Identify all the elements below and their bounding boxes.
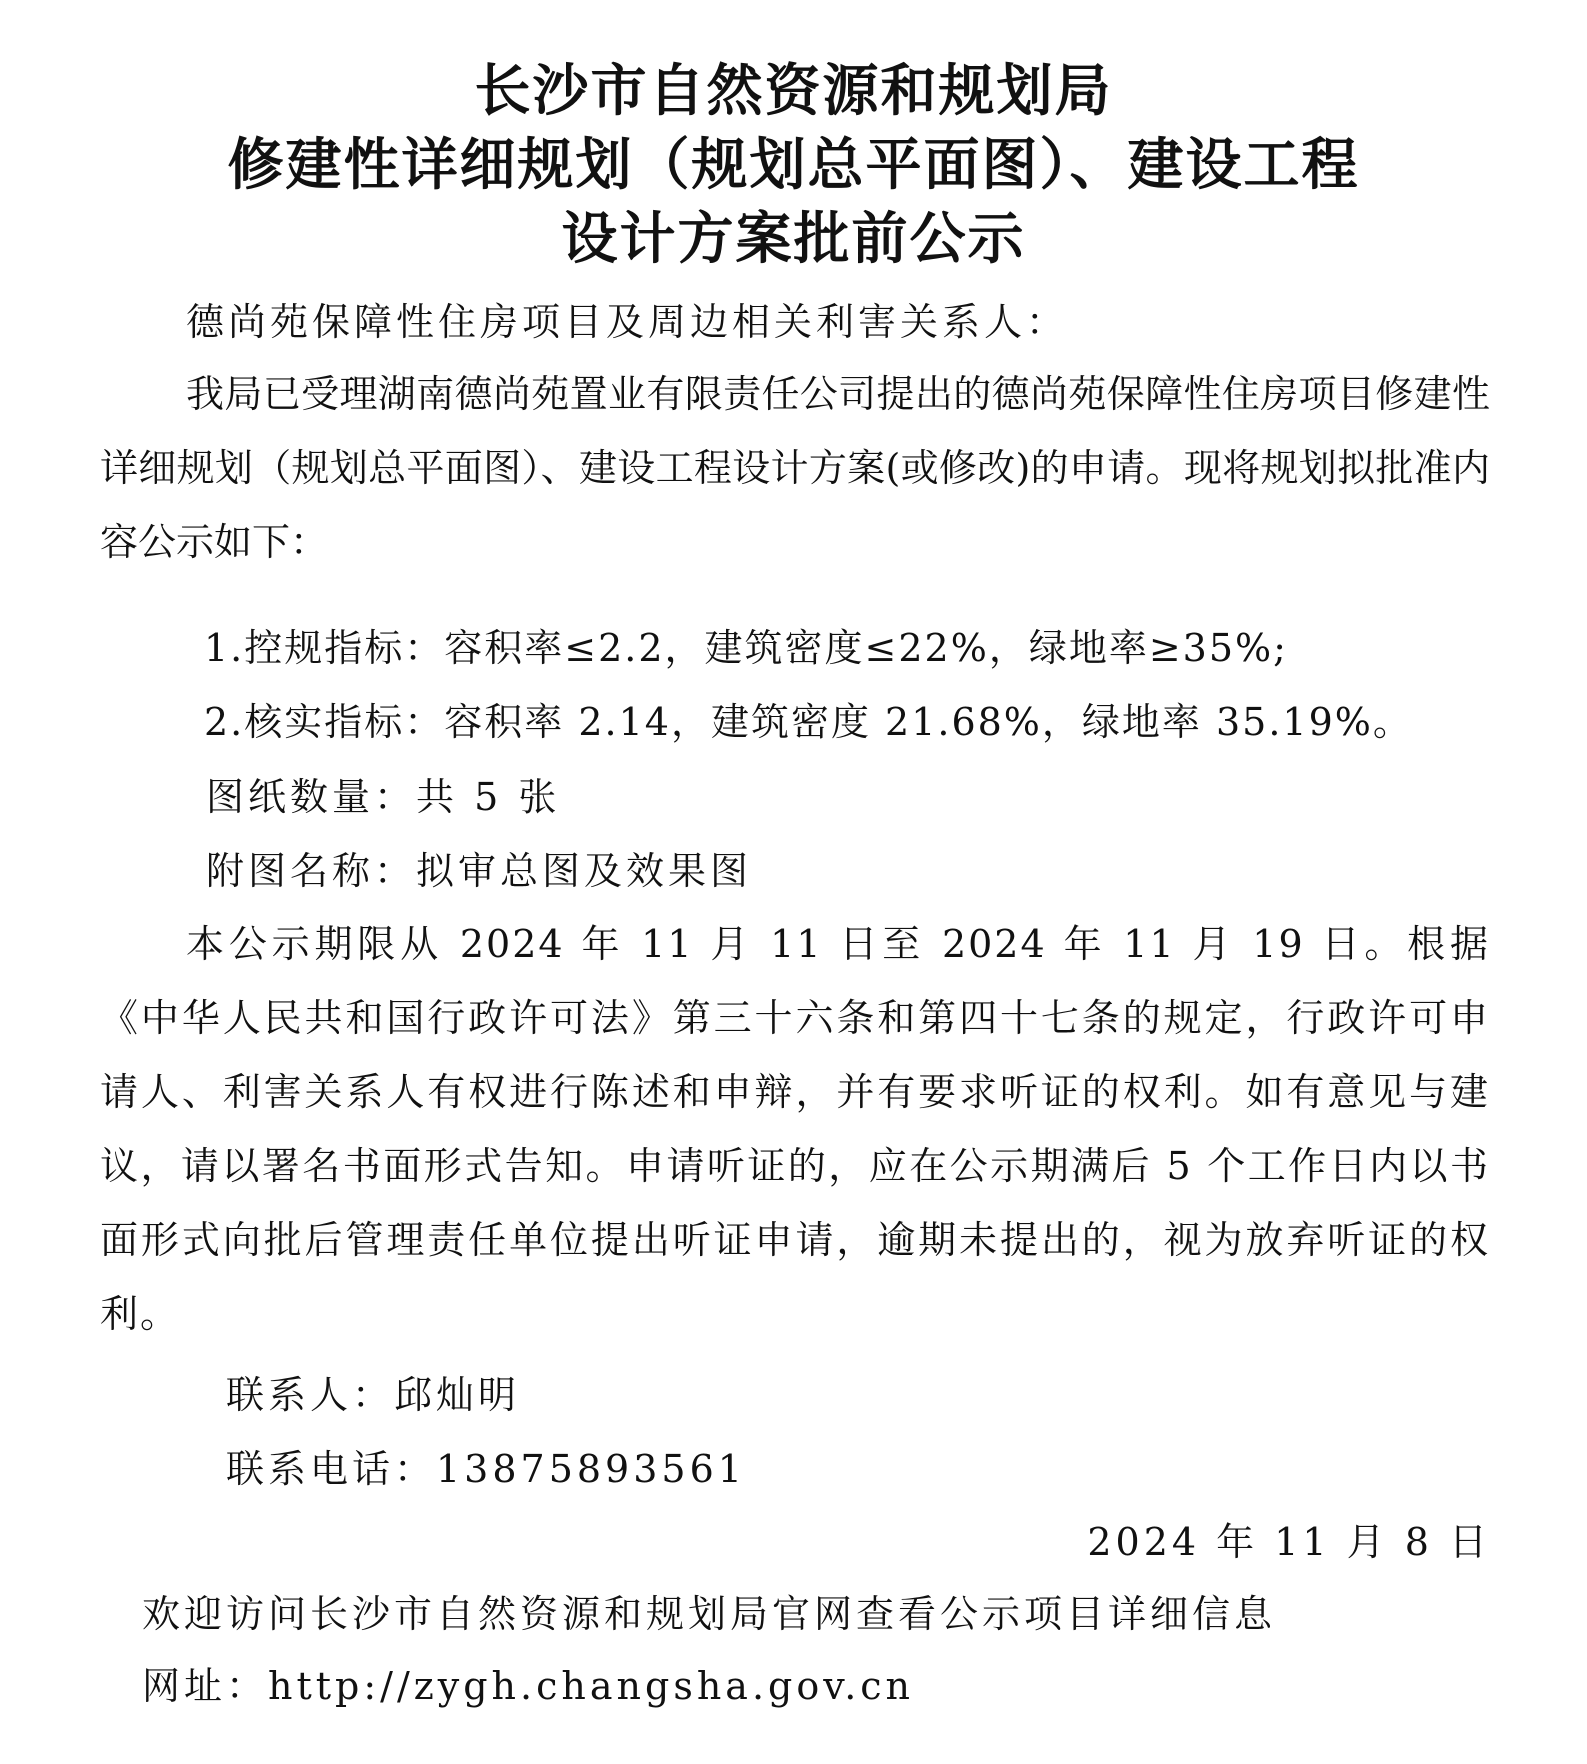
salutation: 德尚苑保障性住房项目及周边相关利害关系人： [186, 300, 1069, 344]
drawing-count: 图纸数量：共 5 张 [206, 775, 561, 819]
issue-date: 2024 年 11 月 8 日 [1087, 1520, 1491, 1564]
website-invite: 欢迎访问长沙市自然资源和规划局官网查看公示项目详细信息 [142, 1592, 1277, 1636]
item-control-indicators: 1.控规指标：容积率≤2.2，建筑密度≤22%，绿地率≥35%; [204, 626, 1288, 670]
contact-person: 联系人：邱灿明 [226, 1373, 521, 1417]
title-line-2: 修建性详细规划（规划总平面图）、建设工程 [227, 133, 1360, 198]
website-url[interactable]: 网址：http://zygh.changsha.gov.cn [142, 1664, 915, 1708]
intro-paragraph: 我局已受理湖南德尚苑置业有限责任公司提出的德尚苑保障性住房项目修建性详细规划（规划总平面图）、建设工程设计方案(或修改)的申请。现将规划拟批准内容公示如下： [100, 372, 1490, 564]
contact-phone: 联系电话：13875893561 [226, 1447, 746, 1491]
notice-paragraph: 本公示期限从 2024 年 11 月 11 日至 2024 年 11 月 19 日。根据《中华人民共和国行政许可法》第三十六条和第四十七条的规定，行政许可申请人、利害关系人有权进行陈述和申辩，并有要求听证的权利。如有意见与建议，请以署名书面形式告知。申请听证的，应在公示期满后 5 个工作日内以书面形式向批后管理责任单位提出听证申请，逾期未提出的，视为放弃听证的权利。 [100, 922, 1490, 1336]
item-verified-indicators: 2.核实指标：容积率 2.14，建筑密度 21.68%，绿地率 35.19%。 [204, 700, 1413, 744]
title-line-3: 设计方案批前公示 [561, 207, 1026, 272]
title-line-1: 长沙市自然资源和规划局 [474, 59, 1113, 124]
attachment-name: 附图名称：拟审总图及效果图 [206, 849, 753, 893]
